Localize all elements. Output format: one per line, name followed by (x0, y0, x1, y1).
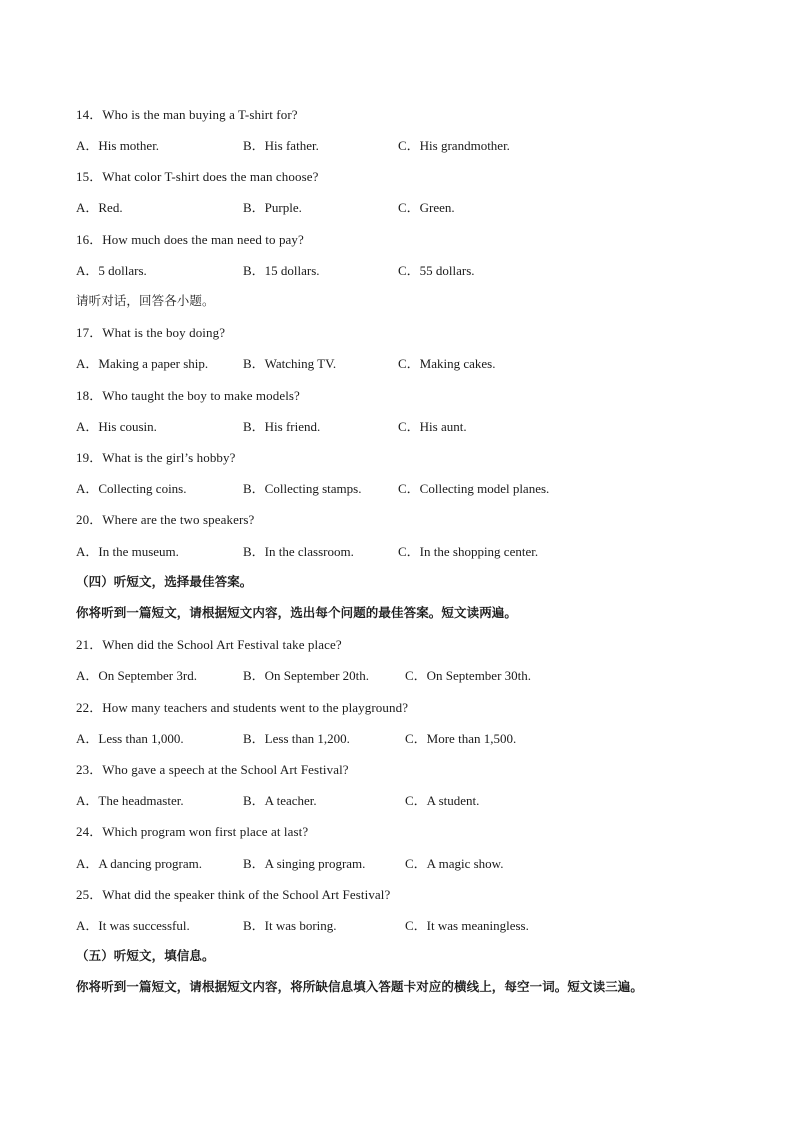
question-23: 23．Who gave a speech at the School Art Festival? (76, 762, 349, 777)
option-19-b: B．Collecting stamps. (243, 481, 362, 496)
question-21: 21．When did the School Art Festival take place? (76, 637, 342, 652)
question-15: 15．What color T-shirt does the man choose? (76, 169, 319, 184)
question-17: 17．What is the boy doing? (76, 325, 226, 340)
option-14-a: A．His mother. (76, 138, 160, 153)
option-16-c: C．55 dollars. (398, 263, 475, 278)
option-15-c: C．Green. (398, 200, 455, 215)
option-20-b: B．In the classroom. (243, 544, 354, 559)
question-16: 16．How much does the man need to pay? (76, 232, 304, 247)
option-25-b: B．It was boring. (243, 918, 337, 933)
option-21-a: A．On September 3rd. (76, 668, 197, 683)
question-22: 22．How many teachers and students went to the playground? (76, 700, 409, 715)
option-14-b: B．His father. (243, 138, 319, 153)
option-17-a: A．Making a paper ship. (76, 356, 209, 371)
option-19-c: C．Collecting model planes. (398, 481, 550, 496)
option-25-c: C．It was meaningless. (405, 918, 529, 933)
option-22-b: B．Less than 1,200. (243, 731, 350, 746)
question-20: 20．Where are the two speakers? (76, 512, 255, 527)
option-24-c: C．A magic show. (405, 856, 504, 871)
question-25: 25．What did the speaker think of the School Art Festival? (76, 887, 391, 902)
option-18-b: B．His friend. (243, 419, 321, 434)
option-18-a: A．His cousin. (76, 419, 157, 434)
option-16-a: A．5 dollars. (76, 263, 147, 278)
option-24-b: B．A singing program. (243, 856, 366, 871)
option-21-c: C．On September 30th. (405, 668, 532, 683)
option-15-a: A．Red. (76, 200, 123, 215)
option-17-b: B．Watching TV. (243, 356, 337, 371)
option-21-b: B．On September 20th. (243, 668, 370, 683)
option-14-c: C．His grandmother. (398, 138, 510, 153)
option-23-b: B．A teacher. (243, 793, 317, 808)
question-18: 18．Who taught the boy to make models? (76, 388, 300, 403)
question-24: 24．Which program won first place at last? (76, 824, 309, 839)
option-22-a: A．Less than 1,000. (76, 731, 184, 746)
section-4-title: （四）听短文，选择最佳答案。 (76, 574, 253, 589)
question-14: 14．Who is the man buying a T-shirt for? (76, 107, 298, 122)
section-5-title: （五）听短文，填信息。 (76, 948, 215, 963)
option-25-a: A．It was successful. (76, 918, 190, 933)
section-4-instruction: 你将听到一篇短文，请根据短文内容，选出每个问题的最佳答案。短文读两遍。 (76, 605, 518, 620)
section-5-instruction: 你将听到一篇短文，请根据短文内容，将所缺信息填入答题卡对应的横线上，每空一词。短文读三遍。 (76, 979, 644, 994)
option-23-c: C．A student. (405, 793, 480, 808)
dialogue-instruction: 请听对话，回答各小题。 (76, 293, 215, 308)
option-15-b: B．Purple. (243, 200, 302, 215)
option-23-a: A．The headmaster. (76, 793, 184, 808)
option-17-c: C．Making cakes. (398, 356, 496, 371)
option-24-a: A．A dancing program. (76, 856, 203, 871)
option-20-a: A．In the museum. (76, 544, 179, 559)
option-22-c: C．More than 1,500. (405, 731, 517, 746)
option-18-c: C．His aunt. (398, 419, 467, 434)
option-20-c: C．In the shopping center. (398, 544, 539, 559)
option-16-b: B．15 dollars. (243, 263, 320, 278)
option-19-a: A．Collecting coins. (76, 481, 187, 496)
question-19: 19．What is the girl’s hobby? (76, 450, 236, 465)
